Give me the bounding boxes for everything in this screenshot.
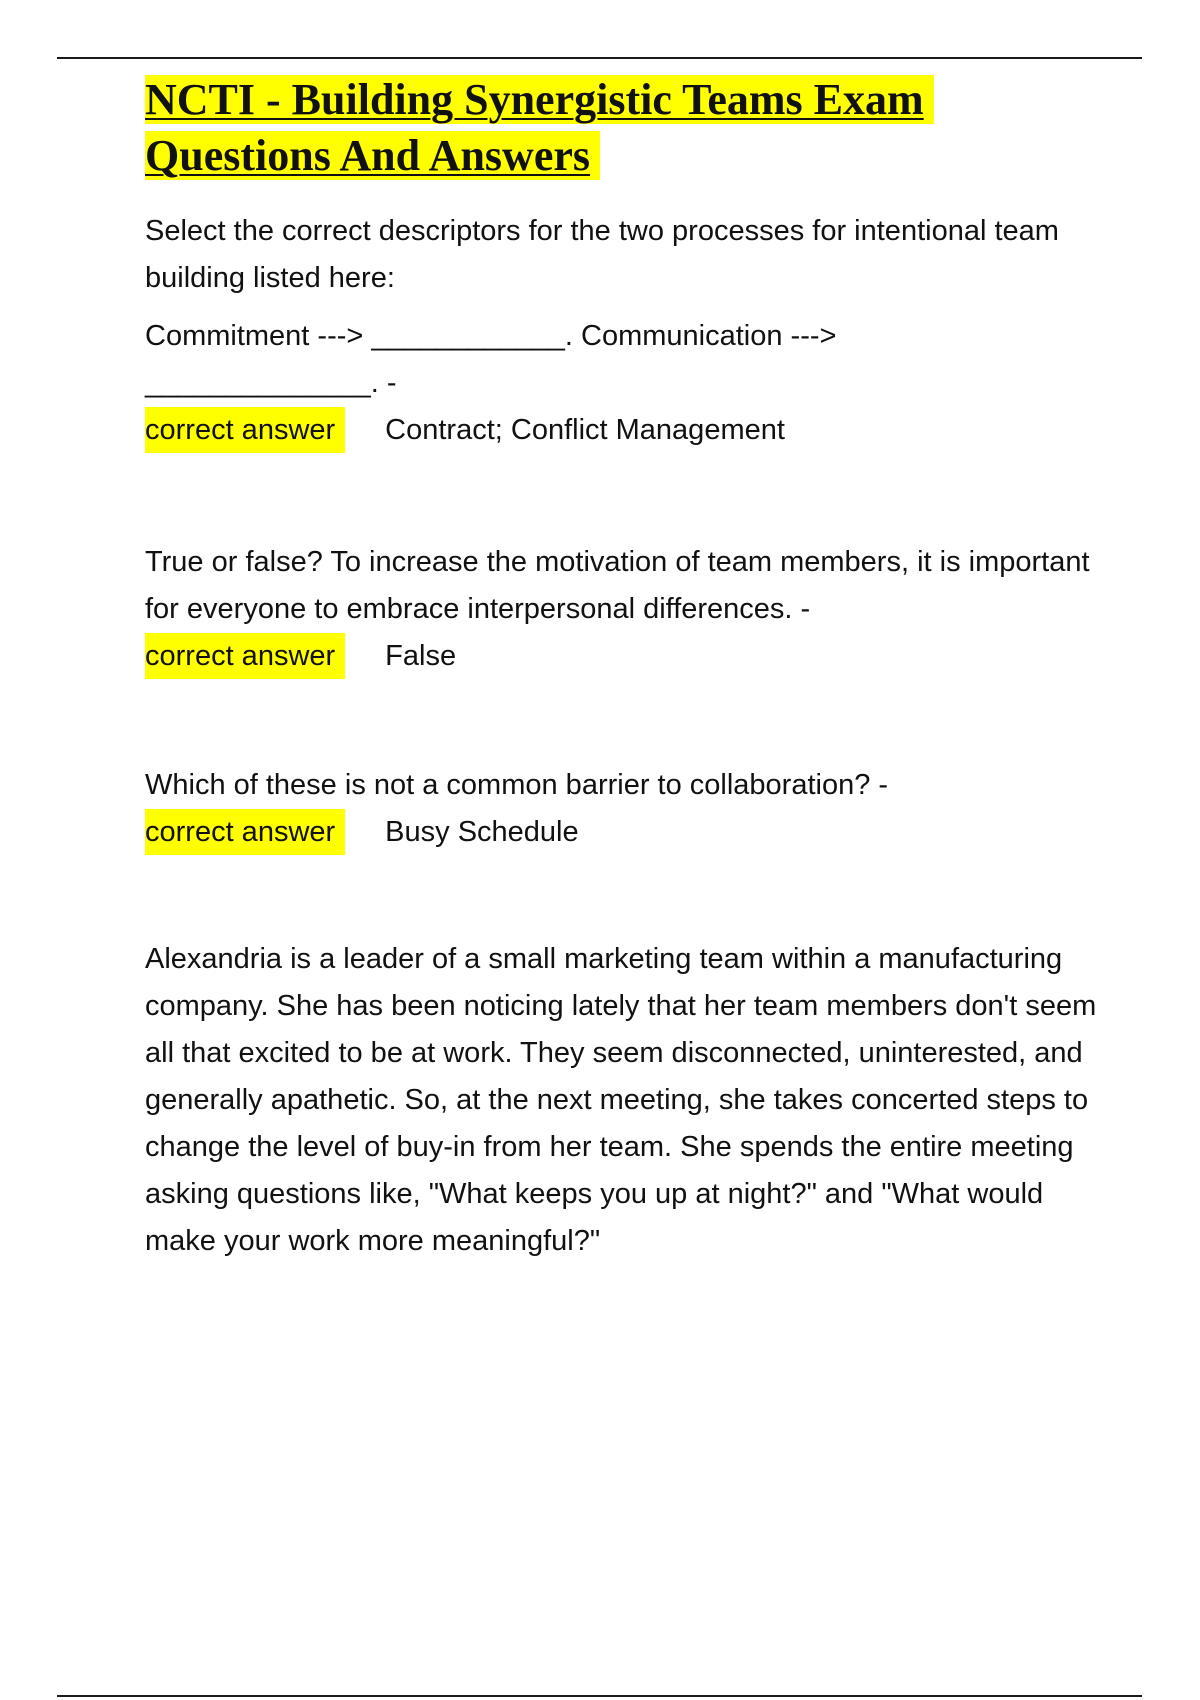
question-3-text: Which of these is not a common barrier to collaboration? -: [145, 769, 889, 801]
answer-label: correct answer: [145, 407, 345, 453]
answer-label: correct answer: [145, 809, 345, 855]
question-2-text: True or false? To increase the motivation of team members, it is important for everyone to embrace interpersonal differences. -: [145, 546, 1090, 625]
qa-item-4: [145, 936, 1100, 1265]
document-body: [145, 72, 1100, 1265]
qa-item-1: [145, 208, 1100, 454]
question-4-text: Alexandria is a leader of a small marketing team within a manufacturing company. She has been noticing lately that her team members don't seem all that excited to be at work. They seem disconnected, uninterested, and generally apathetic. So, at the next meeting, she takes concerted steps to change the level of buy-in from her team. She spends the entire meeting asking questions like, "What keeps you up at night?" and "What would make your work more meaningful?": [145, 943, 1097, 1257]
answer-2-text: False: [385, 640, 457, 672]
bottom-rule: [57, 1695, 1142, 1697]
qa-item-2: [145, 539, 1100, 680]
question-1-blanks-line-2: ______________. -: [145, 367, 397, 399]
question-1-text: Select the correct descriptors for the two processes for intentional team building listed here:: [145, 215, 1059, 294]
top-rule: [57, 57, 1142, 59]
answer-2: [145, 633, 1100, 680]
answer-3: [145, 809, 1100, 856]
question-1-blanks-line: Commitment ---> ____________. Communication --->: [145, 320, 837, 352]
document-title: [145, 72, 1100, 184]
answer-label: correct answer: [145, 633, 345, 679]
qa-item-3: [145, 762, 1100, 856]
answer-1-text: Contract; Conflict Management: [385, 414, 785, 446]
answer-3-text: Busy Schedule: [385, 816, 579, 848]
answer-1: [145, 407, 1100, 454]
document-title-text: NCTI - Building Synergistic Teams Exam Questions And Answers: [145, 75, 934, 180]
